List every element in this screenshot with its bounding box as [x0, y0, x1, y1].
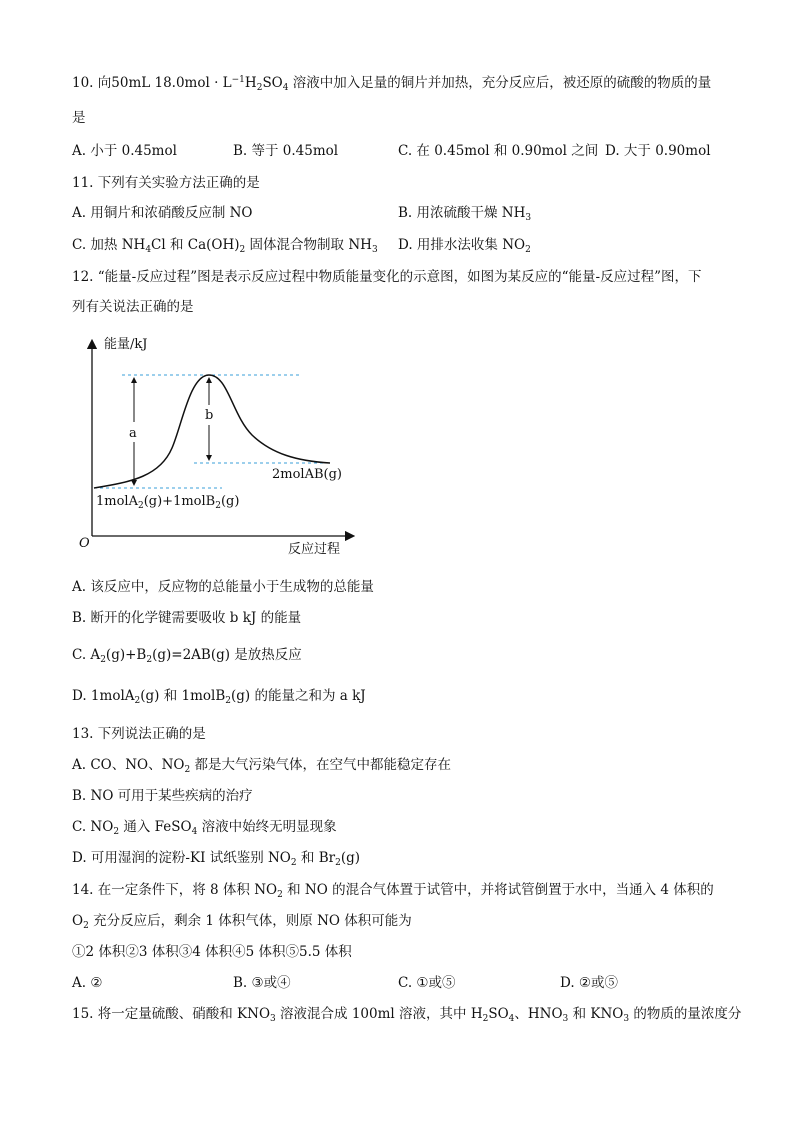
q11-option-b: B. 用浓硫酸干燥 $NH_3$ [398, 205, 532, 223]
q13-option-a: A. CO、NO、$NO_2$ 都是大气污染气体，在空气中都能稳定存在 [72, 757, 452, 775]
q14-option-b: B. ③或④ [233, 975, 291, 991]
q12-stem-line2: 列有关说法正确的是 [72, 299, 194, 315]
q11-option-d: D. 用排水法收集 $NO_2$ [398, 237, 531, 255]
q10-stem-line1: 10. 向50mL $18.0mol \cdot L^{-1}H_2SO_4$ 溶液中加入足量的铜片并加热，充分反应后，被还原的硫酸的物质的量 [72, 75, 712, 93]
q10-option-d: D. 大于 0.90mol [605, 143, 711, 159]
q10-stem-line2: 是 [72, 110, 86, 126]
x-axis-label: 反应过程 [288, 542, 341, 557]
q14-stem-line2: $O_2$ 充分反应后，剩余 1 体积气体，则原 NO 体积可能为 [72, 913, 412, 931]
q12-option-b: B. 断开的化学键需要吸收 b kJ 的能量 [72, 610, 302, 626]
q13-option-b: B. NO 可用于某些疾病的治疗 [72, 788, 253, 804]
q10-option-b: B. 等于 0.45mol [233, 143, 339, 159]
q12-option-a: A. 该反应中，反应物的总能量小于生成物的总能量 [72, 579, 374, 595]
q13-option-c: C. $NO_2$ 通入 FeSO$_4$ 溶液中始终无明显现象 [72, 819, 337, 837]
origin-label: O [79, 536, 90, 551]
y-axis-label: 能量/kJ [104, 337, 148, 352]
q14-option-d: D. ②或⑤ [560, 975, 619, 991]
q14-stem-line1: 14. 在一定条件下，将 8 体积 $NO_2$ 和 NO 的混合气体置于试管中，并将试管倒置于水中，当通入 4 体积的 [72, 882, 714, 900]
q10-option-c: C. 在 0.45mol 和 0.90mol 之间 [398, 143, 599, 159]
reactant-label: 1molA$_2$(g)+1molB$_2$(g) [96, 494, 240, 511]
q11-option-a: A. 用铜片和浓硝酸反应制 NO [72, 205, 253, 221]
q14-choices: ①2 体积②3 体积③4 体积④5 体积⑤5.5 体积 [72, 944, 352, 960]
q12-option-c: C. $A_2(g)+B_2(g)=2AB(g)$ 是放热反应 [72, 647, 302, 665]
q15-stem: 15. 将一定量硫酸、硝酸和 $KNO_3$ 溶液混合成 100ml 溶液，其中 $H_2SO_4$、$HNO_3$ 和 $KNO_3$ 的物质的量浓度分 [72, 1006, 742, 1024]
q13-stem: 13. 下列说法正确的是 [72, 726, 206, 742]
q10-option-a: A. 小于 0.45mol [72, 143, 177, 159]
q14-option-a: A. ② [72, 975, 103, 991]
q12-option-d: D. 1molA$_2$(g) 和 1molB$_2$(g) 的能量之和为 a kJ [72, 688, 366, 706]
label-b: b [205, 408, 214, 423]
product-label: 2molAB(g) [272, 467, 342, 482]
q13-option-d: D. 可用湿润的淀粉-KI 试纸鉴别 $NO_2$ 和 $Br_2(g)$ [72, 850, 360, 868]
label-a: a [129, 426, 137, 441]
energy-reaction-diagram [72, 330, 362, 560]
q11-option-c: C. 加热 $NH_4Cl$ 和 $Ca(OH)_2$ 固体混合物制取 $NH_3$ [72, 237, 378, 255]
q14-option-c: C. ①或⑤ [398, 975, 456, 991]
q11-stem: 11. 下列有关实验方法正确的是 [72, 175, 260, 191]
q12-stem-line1: 12. “能量-反应过程”图是表示反应过程中物质能量变化的示意图，如图为某反应的“能量-反应过程”图，下 [72, 269, 702, 285]
